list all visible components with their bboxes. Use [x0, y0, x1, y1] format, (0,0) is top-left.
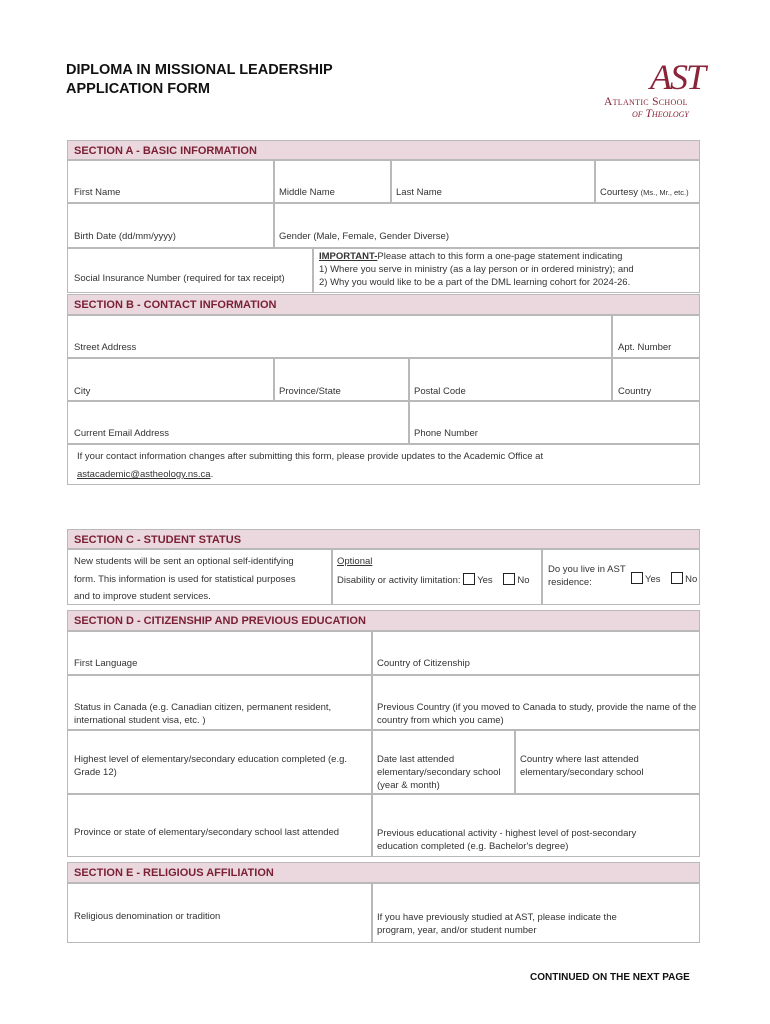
residence-options: [631, 572, 697, 585]
disability-label: Disability or activity limitation:: [337, 575, 461, 586]
important-label: IMPORTANT-: [319, 251, 378, 262]
section-d-heading: SECTION D - CITIZENSHIP AND PREVIOUS EDUCATION: [67, 610, 700, 631]
residence-question-2: residence:: [548, 577, 592, 588]
disability-row: [337, 573, 529, 586]
courtesy-hint: (Ms., Mr., etc.): [640, 188, 689, 197]
logo-mark: AST: [649, 57, 704, 97]
form-title: [66, 61, 333, 99]
last-name-label: Last Name: [396, 187, 442, 198]
status-desc-line-3: and to improve student services.: [74, 591, 211, 602]
first-language-label: First Language: [74, 658, 138, 669]
contact-note: If your contact information changes after submitting this form, please provide updates to the Academic Office at: [77, 451, 544, 462]
residence-no-checkbox[interactable]: [671, 572, 683, 584]
city-field[interactable]: [67, 358, 274, 401]
street-address-label: Street Address: [74, 342, 137, 353]
first-name-label: First Name: [74, 187, 121, 198]
province-attended-field[interactable]: [67, 794, 372, 857]
status-desc-line-1: New students will be sent an optional self-identifying: [74, 556, 294, 567]
courtesy-text: Courtesy: [600, 187, 639, 198]
highest-education-label: Highest level of elementary/secondary education completed (e.g. Grade 12): [74, 754, 348, 778]
phone-label: Phone Number: [414, 428, 478, 439]
continued-note: CONTINUED ON THE NEXT PAGE: [530, 972, 690, 983]
postal-code-label: Postal Code: [414, 386, 466, 397]
country-label: Country: [618, 386, 652, 397]
province-attended-label: Province or state of elementary/secondary school last attended: [74, 827, 340, 838]
academic-email-link[interactable]: astacademic@astheology.ns.ca: [77, 469, 211, 480]
province-label: Province/State: [279, 386, 341, 397]
logo-line-1: Atlantic School: [604, 96, 688, 108]
country-attended-label: Country where last attended elementary/secondary school: [520, 754, 644, 778]
ast-logo: [598, 56, 710, 122]
section-b-heading: SECTION B - CONTACT INFORMATION: [67, 294, 700, 315]
contact-note-email-line: [77, 469, 213, 480]
city-label: City: [74, 386, 91, 397]
sin-label: Social Insurance Number (required for tax receipt): [74, 273, 285, 284]
denomination-label: Religious denomination or tradition: [74, 911, 221, 922]
title-line-2: APPLICATION FORM: [66, 81, 210, 97]
residence-question-1: Do you live in AST: [548, 564, 626, 575]
disability-yes-checkbox[interactable]: [463, 573, 475, 585]
logo-line-2: of Theology: [632, 108, 689, 120]
important-line: [319, 251, 622, 262]
disability-yes-label: Yes: [477, 575, 493, 586]
contact-note-end: .: [210, 469, 214, 480]
middle-name-label: Middle Name: [279, 187, 335, 198]
status-in-canada-label: Status in Canada (e.g. Canadian citizen, permanent resident, international student visa, etc. ): [74, 702, 332, 726]
previous-activity-label: Previous educational activity - highest level of post-secondary education completed (e.g. Bachelor's degree): [377, 828, 637, 852]
date-attended-label: Date last attended elementary/secondary school (year & month): [377, 754, 501, 791]
previous-country-label: Previous Country (if you moved to Canada to study, provide the name of the country from which you came): [377, 702, 697, 726]
residence-yes-checkbox[interactable]: [631, 572, 643, 584]
birth-date-label: Birth Date (dd/mm/yyyy): [74, 231, 176, 242]
important-text: Please attach to this form a one-page statement indicating: [377, 251, 623, 262]
optional-label: Optional: [337, 556, 373, 567]
previous-study-label: If you have previously studied at AST, please indicate the program, year, and/or student number: [377, 912, 617, 936]
section-c-heading: SECTION C - STUDENT STATUS: [67, 529, 700, 549]
disability-no-label: No: [517, 575, 530, 586]
title-line-1: DIPLOMA IN MISSIONAL LEADERSHIP: [66, 62, 333, 78]
citizenship-label: Country of Citizenship: [377, 658, 470, 669]
sin-field[interactable]: [67, 248, 313, 293]
email-label: Current Email Address: [74, 428, 170, 439]
section-a-heading: SECTION A - BASIC INFORMATION: [67, 140, 700, 160]
apt-number-label: Apt. Number: [618, 342, 672, 353]
disability-no-checkbox[interactable]: [503, 573, 515, 585]
important-point-2: 2) Why you would like to be a part of the DML learning cohort for 2024-26.: [319, 277, 631, 288]
status-desc-line-2: form. This information is used for statistical purposes: [74, 574, 296, 585]
street-address-field[interactable]: [67, 315, 612, 358]
residence-no-label: No: [685, 574, 698, 585]
important-point-1: 1) Where you serve in ministry (as a lay person or in ordered ministry); and: [319, 264, 634, 275]
residence-yes-label: Yes: [645, 574, 661, 585]
courtesy-label: [600, 187, 689, 198]
section-e-heading: SECTION E - RELIGIOUS AFFILIATION: [67, 862, 700, 883]
gender-label: Gender (Male, Female, Gender Diverse): [279, 231, 450, 242]
